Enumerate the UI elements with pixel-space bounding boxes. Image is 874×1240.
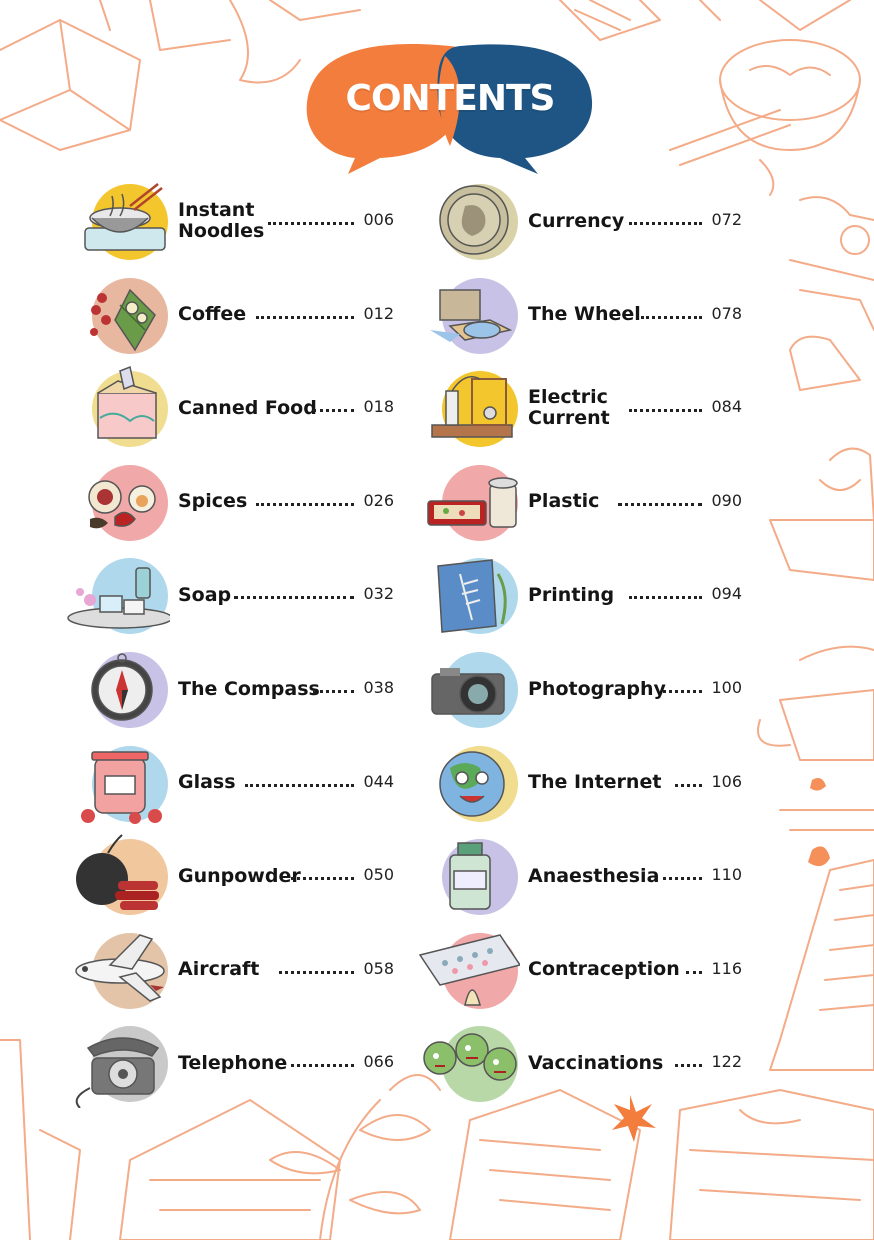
printing-book-icon: [410, 550, 520, 640]
toc-entry-title: [178, 738, 236, 828]
toc-entry-title: [178, 363, 317, 453]
dot-leader: [245, 784, 354, 787]
dot-leader: [663, 690, 702, 693]
dot-leader: [663, 877, 702, 880]
toc-entry-title: [528, 270, 641, 360]
toc-entry-title: [528, 831, 659, 921]
toc-entry-coffee[interactable]: [60, 270, 394, 360]
toc-entry-title-line: Plastic: [528, 490, 600, 513]
toc-page-number: 110: [711, 865, 742, 885]
toc-entry-currency[interactable]: [410, 176, 742, 266]
dot-leader: [629, 222, 702, 225]
toc-page-number: 100: [711, 678, 742, 697]
toc-page-number: 106: [711, 771, 742, 791]
pill-pack-icon: [410, 925, 520, 1015]
toc-entry-the-wheel[interactable]: [410, 270, 742, 360]
toc-entry-title: [178, 644, 320, 734]
toc-page-number: 018: [363, 397, 394, 417]
toc-entry-title: [178, 457, 247, 547]
toc-entry-title-line: The Internet: [528, 771, 662, 794]
toc-entry-title: [178, 270, 246, 360]
dot-leader: [675, 1064, 702, 1067]
dot-leader: [641, 316, 702, 319]
toc-entry-the-compass[interactable]: [60, 644, 394, 734]
dot-leader: [675, 784, 702, 787]
virus-icon: [410, 1018, 520, 1108]
toc-entry-anaesthesia[interactable]: [410, 831, 742, 921]
toc-entry-title: [528, 363, 610, 453]
toc-page-number: 078: [711, 303, 742, 323]
toc-entry-title-line: Coffee: [178, 303, 247, 326]
dot-leader: [268, 222, 354, 225]
toc-entry-title: [528, 738, 661, 828]
toc-entry-title-line: Spices: [178, 490, 248, 513]
toc-entry-title-line: Vaccinations: [528, 1051, 664, 1074]
toc-entry-title-line: Glass: [178, 771, 236, 794]
toc-entry-title: [178, 831, 301, 921]
gunpowder-bomb-icon: [60, 831, 170, 921]
toc-entry-title: [178, 550, 231, 640]
toc-entry-title: [528, 176, 624, 266]
toc-page-number: 058: [363, 958, 394, 978]
toc-entry-title: [528, 925, 680, 1015]
toc-entry-title-line: Photography: [528, 677, 666, 700]
toc-entry-spices[interactable]: [60, 457, 394, 547]
toc-page-number: 026: [363, 490, 394, 510]
dot-leader: [234, 596, 354, 599]
toc-entry-telephone[interactable]: [60, 1018, 394, 1108]
toc-page-number: 066: [363, 1052, 394, 1072]
toc-entry-title-line: Telephone: [178, 1051, 288, 1074]
contents-header: [300, 36, 600, 176]
toc-entry-photography[interactable]: [410, 644, 742, 734]
toc-entry-title: [528, 457, 599, 547]
toc-entry-plastic[interactable]: [410, 457, 742, 547]
dot-leader: [256, 316, 354, 319]
wheel-icon: [410, 270, 520, 360]
toc-entry-title: [178, 1018, 287, 1108]
toc-entry-title-line: Current: [528, 407, 610, 430]
noodles-icon: [60, 176, 170, 266]
toc-page-number: 090: [711, 490, 742, 510]
toc-entry-title: [528, 550, 614, 640]
toc-entry-glass[interactable]: [60, 738, 394, 828]
telephone-icon: [60, 1018, 170, 1108]
camera-icon: [410, 644, 520, 734]
toc-entry-electric-current[interactable]: [410, 363, 742, 453]
glass-jar-icon: [60, 738, 170, 828]
toc-entry-title: [178, 925, 259, 1015]
toc-entry-title-line: Anaesthesia: [528, 864, 660, 887]
toc-page-number: 012: [363, 303, 394, 323]
dot-leader: [313, 690, 354, 693]
toc-entry-title: [528, 644, 666, 734]
toc-entry-contraception[interactable]: [410, 925, 742, 1015]
toc-entry-title-line: Noodles: [178, 220, 265, 242]
toc-page-number: 116: [711, 958, 742, 978]
spices-icon: [60, 457, 170, 547]
toc-entry-title-line: Contraception: [528, 958, 680, 981]
soap-icon: [60, 550, 170, 640]
coin-icon: [410, 176, 520, 266]
toc-page-number: 094: [711, 584, 742, 604]
dot-leader: [291, 877, 354, 880]
toc-entry-canned-food[interactable]: [60, 363, 394, 453]
aircraft-icon: [60, 925, 170, 1015]
toc-entry-printing[interactable]: [410, 550, 742, 640]
toc-entry-title: [528, 1018, 663, 1108]
dot-leader: [629, 596, 702, 599]
dot-leader: [686, 971, 702, 974]
toc-entry-title-line: The Wheel: [528, 303, 641, 326]
dot-leader: [291, 1064, 354, 1067]
toc-entry-title-line: Soap: [178, 583, 232, 606]
toc-entry-soap[interactable]: [60, 550, 394, 640]
coffee-icon: [60, 270, 170, 360]
toc-entry-title-line: Gunpowder: [178, 864, 301, 887]
page-title: CONTENTS: [345, 78, 555, 119]
toc-page-number: 072: [711, 210, 742, 229]
toc-entry-instant-noodles[interactable]: [60, 176, 394, 266]
toc-entry-aircraft[interactable]: [60, 925, 394, 1015]
dot-leader: [279, 971, 354, 974]
dot-leader: [629, 409, 702, 412]
toc-page-number: 050: [363, 865, 394, 885]
toc-entry-title: [178, 176, 264, 266]
toc-page-number: 122: [711, 1052, 742, 1072]
toc-page-number: 084: [711, 397, 742, 417]
globe-icon: [410, 738, 520, 828]
toc-entry-title-line: The Compass: [178, 677, 320, 700]
canned-food-icon: [60, 363, 170, 453]
toc-entry-title-line: Currency: [528, 209, 625, 232]
toc-entry-title-line: Canned Food: [178, 396, 317, 419]
dot-leader: [313, 409, 354, 412]
compass-icon: [60, 644, 170, 734]
electric-current-icon: [410, 363, 520, 453]
toc-entry-gunpowder[interactable]: [60, 831, 394, 921]
toc-page-number: 044: [363, 771, 394, 791]
medicine-bottle-icon: [410, 831, 520, 921]
toc-entry-title-line: Aircraft: [178, 958, 260, 981]
toc-entry-title-line: Instant: [178, 199, 255, 221]
dot-leader: [618, 503, 702, 506]
toc-entry-vaccinations[interactable]: [410, 1018, 742, 1108]
toc-entry-the-internet[interactable]: [410, 738, 742, 828]
toc-page-number: 038: [363, 678, 394, 697]
toc-page-number: 032: [363, 584, 394, 604]
toc-entry-title-line: Electric: [528, 386, 608, 409]
toc-page-number: 006: [363, 210, 394, 229]
plastic-container-icon: [410, 457, 520, 547]
dot-leader: [256, 503, 354, 506]
toc-entry-title-line: Printing: [528, 583, 615, 606]
